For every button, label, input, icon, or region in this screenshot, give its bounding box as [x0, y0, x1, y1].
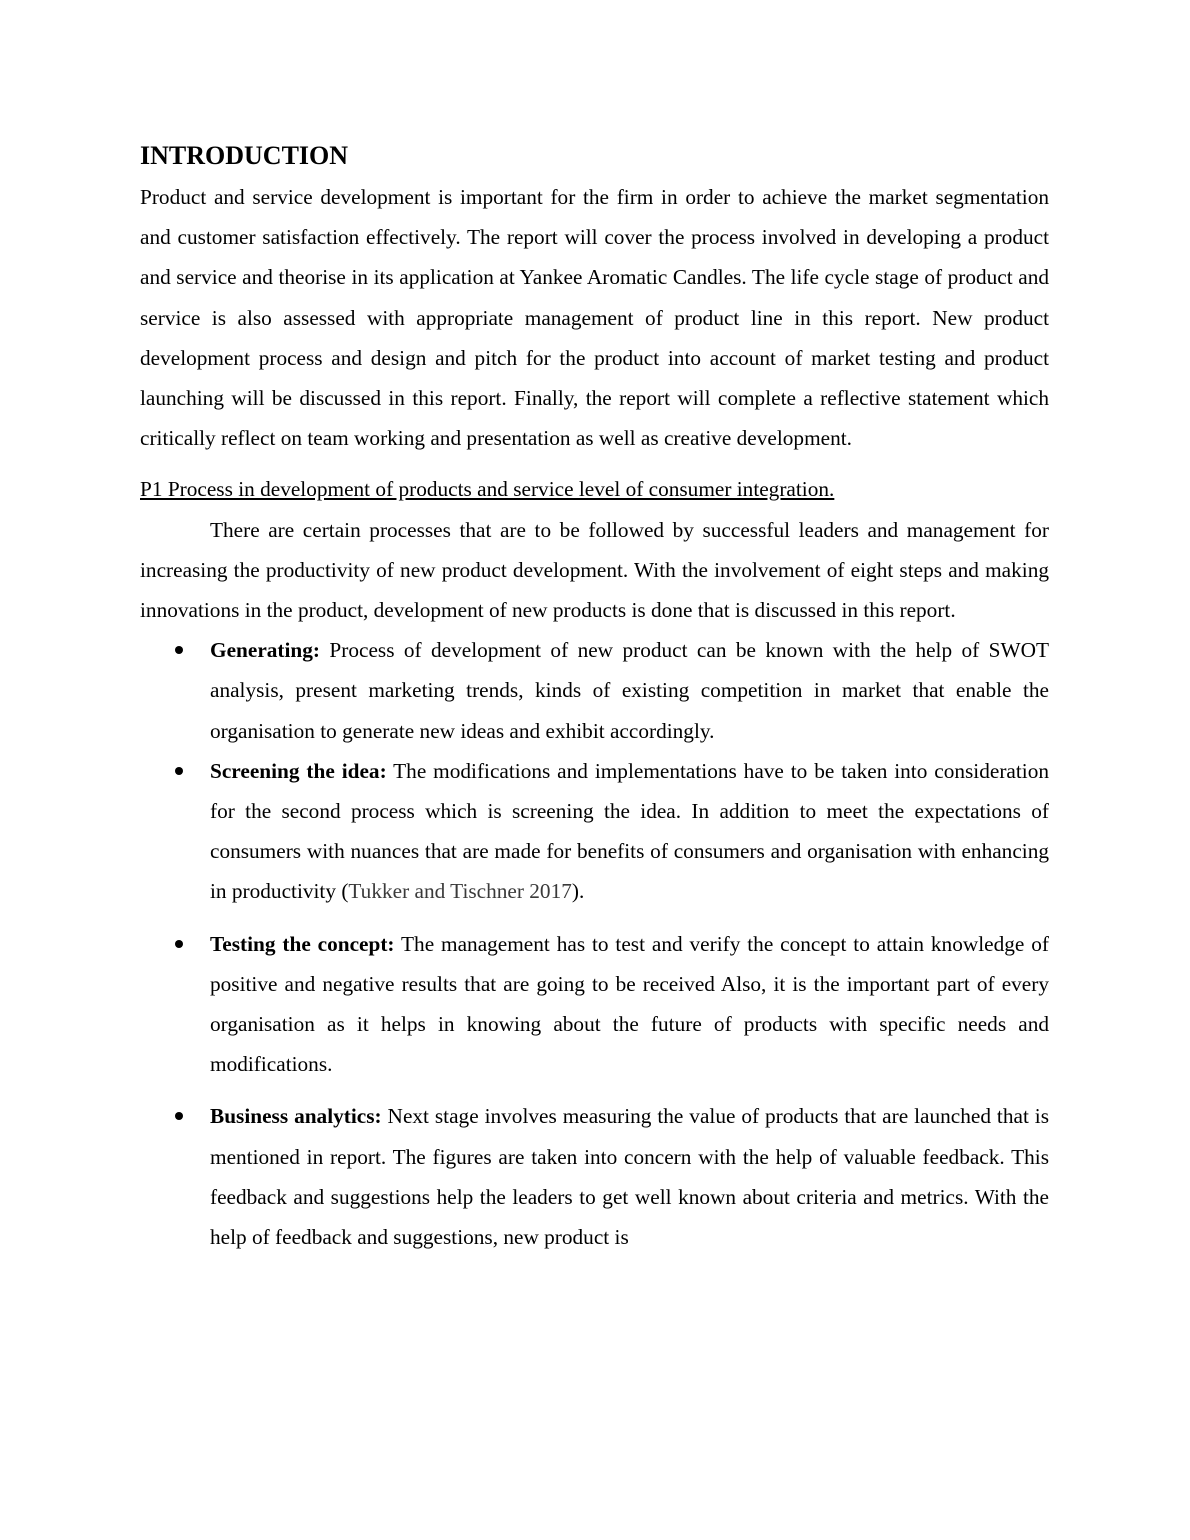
bullet-icon	[175, 940, 183, 948]
page-title: INTRODUCTION	[140, 141, 349, 170]
list-item	[140, 1096, 1049, 1257]
process-steps-list	[140, 630, 1049, 1257]
list-item-term: Testing the concept:	[210, 931, 395, 956]
list-item	[140, 924, 1049, 1085]
bullet-icon	[175, 646, 183, 654]
list-item-text: The modifications and implementations have to be taken into consideration for the second process which is screening the idea. In addition to meet the expectations of consumers with nuances that are made for benefits of consumers and organisation with enhancing in productivity (	[210, 758, 1049, 904]
bullet-icon	[175, 1112, 183, 1120]
bullet-icon	[175, 767, 183, 775]
list-item-term: Generating:	[210, 638, 321, 663]
list-item-text: Next stage involves measuring the value of products that are launched that is mentioned in report. The figures are taken into concern with the help of valuable feedback. This feedback and suggestions help the leaders to get well known about criteria and metrics. With the help of feedback and suggestions, new product is	[210, 1104, 1050, 1250]
section-paragraph: There are certain processes that are to be followed by successful leaders and management for increasing the productivity of new product development. With the involvement of eight steps and making innovations in the product, development of new products is done that is discussed in this report.	[140, 517, 1049, 623]
list-item-text: The management has to test and verify the concept to attain knowledge of positive and negative results that are going to be received Also, it is the important part of every organisation as it helps in knowing about the future of products with specific needs and modifications.	[210, 931, 1049, 1077]
list-item-term: Screening the idea:	[210, 758, 387, 783]
list-item-term: Business analytics:	[210, 1104, 382, 1129]
list-item	[140, 630, 1049, 751]
intro-paragraph: Product and service development is important for the firm in order to achieve the market segmentation and customer satisfaction effectively. The report will cover the process involved in developing a product and service and theorise in its application at Yankee Aromatic Candles. The life cycle stage of product and service is also assessed with appropriate management of product line in this report. New product development process and design and pitch for the product into account of market testing and product launching will be discussed in this report. Finally, the report will complete a reflective statement which critically reflect on team working and presentation as well as creative development.	[140, 185, 1049, 451]
list-item	[140, 751, 1049, 912]
citation: Tukker and Tischner 2017	[348, 879, 572, 904]
list-item-text: Process of development of new product can be known with the help of SWOT analysis, present marketing trends, kinds of existing competition in market that enable the organisation to generate new ideas and exhibit accordingly.	[210, 638, 1049, 743]
document-page	[140, 138, 1049, 1257]
list-item-text-after: ).	[571, 879, 585, 904]
section-heading: P1 Process in development of products and service level of consumer integration.	[140, 477, 835, 502]
